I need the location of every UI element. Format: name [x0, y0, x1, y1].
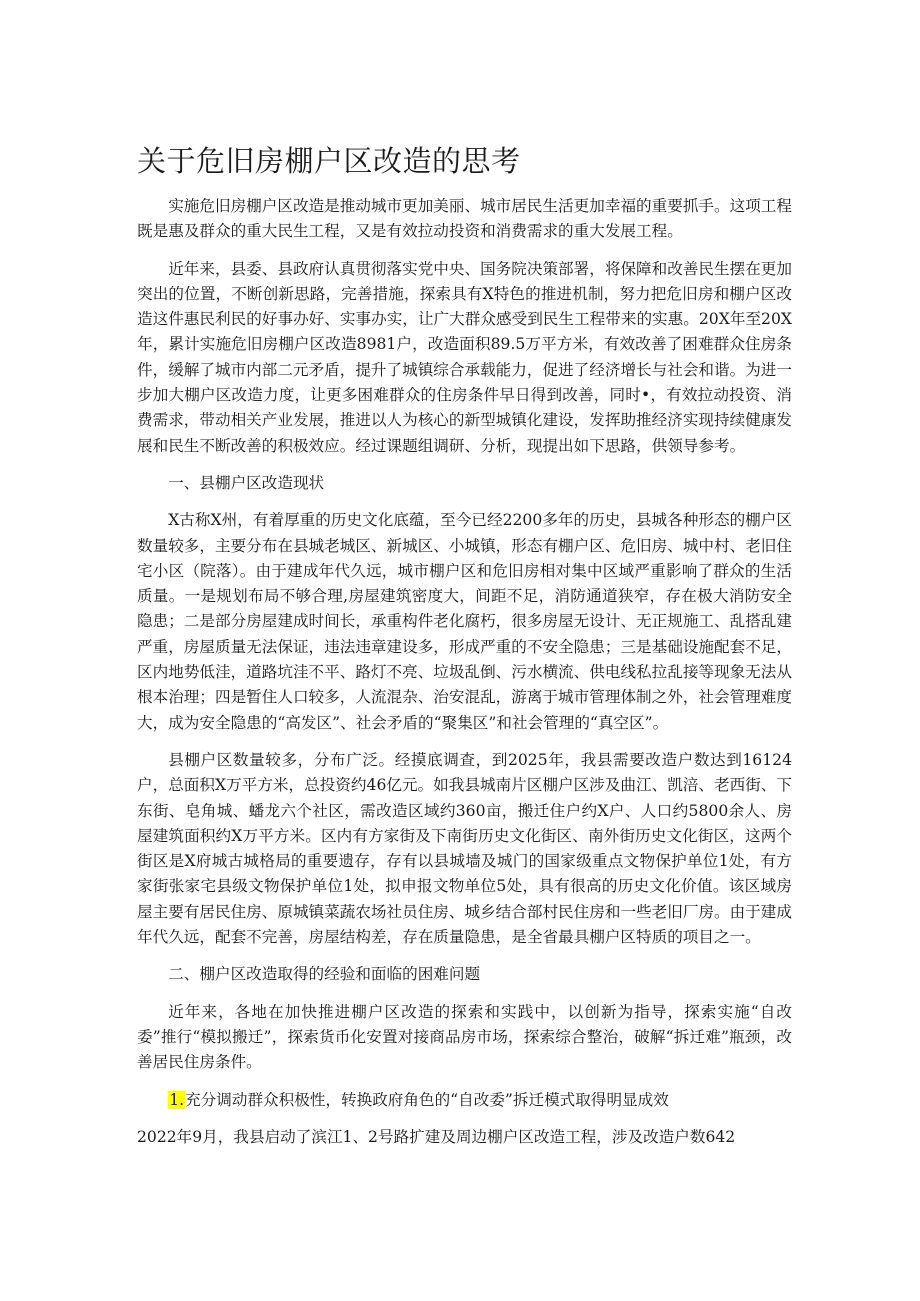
section-2-subheading-1 — [137, 1088, 792, 1113]
subheading-text: 充分调动群众积极性，转换政府角色的“自改委”拆迁模式取得明显成效 — [185, 1090, 669, 1109]
section-2-paragraph-1: 近年来，各地在加快推进棚户区改造的探索和实践中，以创新为指导，探索实施“自改委”推行“模拟搬迁”，探索货币化安置对接商品房市场，探索综合整治，破解“拆迁难”瓶颈，改善居民住房条件。 — [137, 1002, 792, 1072]
highlighted-number: 1. — [169, 1090, 185, 1109]
document-page — [137, 140, 792, 1162]
section-1-heading: 一、县棚户区改造现状 — [168, 473, 325, 492]
document-title: 关于危旧房棚户区改造的思考 — [137, 144, 521, 178]
intro-paragraph-2: 近年来，县委、县政府认真贯彻落实党中央、国务院决策部署，将保障和改善民生摆在更加突出的位置，不断创新思路，完善措施，探索具有X特色的推进机制，努力把危旧房和棚户区改造这件惠民利民的好事办好、实事办实，让广大群众感受到民生工程带来的实惠。20X年至20X年，累计实施危旧房棚户区改造8981户，改造面积89.5万平方米，有效改善了困难群众住房条件，缓解了城市内部二元矛盾，提升了城镇综合承载能力，促进了经济增长与社会和谐。为进一步加大棚户区改造力度，让更多困难群众的住房条件早日得到改善，同时•，有效拉动投资、消费需求，带动相关产业发展，推进以人为核心的新型城镇化建设，发挥助推经济实现持续健康发展和民生不断改善的积极效应。经过课题组调研、分析，现提出如下思路，供领导参考。 — [137, 259, 792, 455]
section-2-heading: 二、棚户区改造取得的经验和面临的困难问题 — [168, 965, 481, 984]
section-2-sub1-paragraph: 2022年9月，我县启动了滨江1、2号路扩建及周边棚户区改造工程，涉及改造户数642 — [137, 1127, 736, 1146]
section-1-paragraph-1: X古称X州，有着厚重的历史文化底蕴，至今已经2200多年的历史，县城各种形态的棚户区数量较多，主要分布在县城老城区、新城区、小城镇，形态有棚户区、危旧房、城中村、老旧住宅小区（院落）。由于建成年代久远，城市棚户区和危旧房相对集中区域严重影响了群众的生活质量。一是规划布局不够合理,房屋建筑密度大，间距不足，消防通道狭窄，存在极大消防安全隐患；二是部分房屋建成时间长，承重构件老化腐朽，很多房屋无设计、无正规施工、乱搭乱建严重，房屋质量无法保证，违法违章建设多，形成严重的不安全隐患；三是基础设施配套不足，区内地势低洼，道路坑洼不平、路灯不亮、垃圾乱倒、污水横流、供电线私拉乱接等现象无法从根本治理；四是暂住人口较多，人流混杂、治安混乱，游离于城市管理体制之外，社会管理难度大，成为安全隐患的“高发区”、社会矛盾的“聚集区”和社会管理的“真空区”。 — [137, 511, 792, 732]
section-1-paragraph-2: 县棚户区数量较多，分布广泛。经摸底调查，到2025年，我县需要改造户数达到16124户，总面积X万平方米，总投资约46亿元。如我县城南片区棚户区涉及曲江、凯涪、老西街、下东街、皂角城、蟠龙六个社区，需改造区域约360亩，搬迁住户约X户、人口约5800余人、房屋建筑面积约X万平方米。区内有方家街及下南街历史文化街区、南外街历史文化街区，这两个街区是X府城古城格局的重要遗存，存有以县城墙及城门的国家级重点文物保护单位1处，有方家街张家宅县级文物保护单位1处，拟申报文物单位5处，具有很高的历史文化价值。该区域房屋主要有居民住房、原城镇菜蔬农场社员住房、城乡结合部村民住房和一些老旧厂房。由于建成年代久远，配套不完善，房屋结构差，存在质量隐患，是全省最具棚户区特质的项目之一。 — [137, 750, 792, 947]
intro-paragraph-1: 实施危旧房棚户区改造是推动城市更加美丽、城市居民生活更加幸福的重要抓手。这项工程既是惠及群众的重大民生工程，又是有效拉动投资和消费需求的重大发展工程。 — [137, 197, 792, 241]
